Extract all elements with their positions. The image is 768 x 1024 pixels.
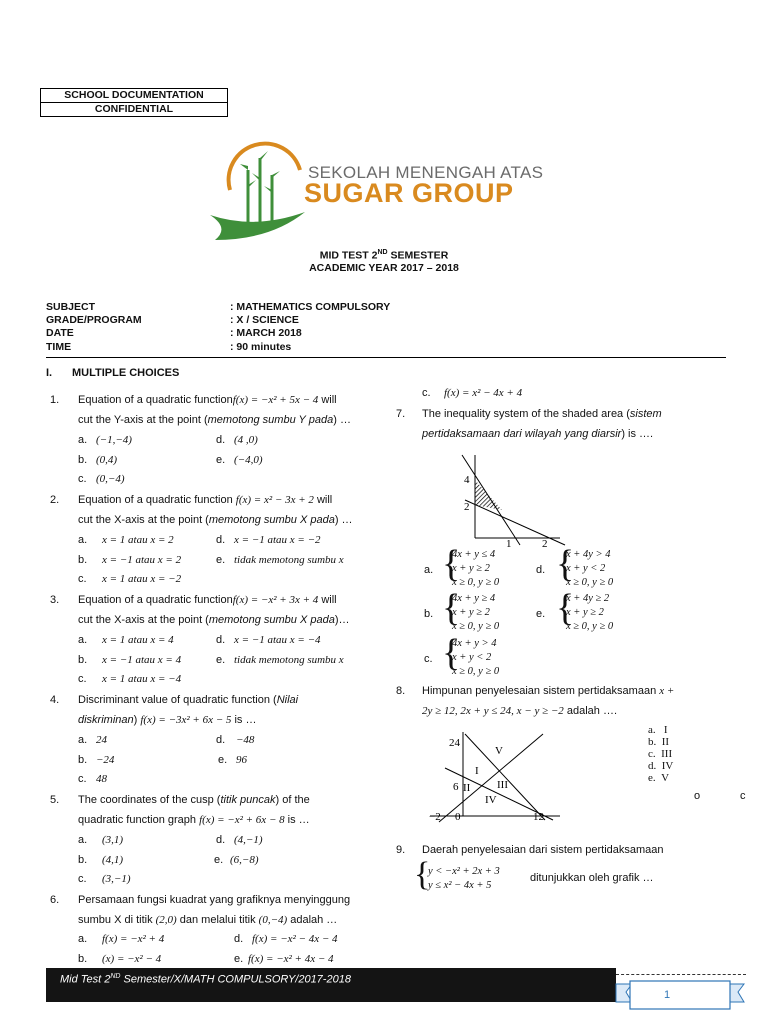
q2-option-d: x = −1 atau x = −2 (234, 534, 321, 546)
q3-option-d: x = −1 atau x = −4 (234, 634, 321, 646)
info-value-date: : MARCH 2018 (230, 327, 302, 339)
q4-text: Discriminant value of quadratic function (Nilai diskriminan) f(x) = −3x² + 6x − 5 is … (78, 694, 299, 726)
q6-option-a: f(x) = −x² + 4 (102, 933, 165, 945)
q6-option-e-key: e. (234, 953, 244, 965)
q1-text: Equation of a quadratic functionf(x) = −x² + 5x − 4 will cut the Y-axis at the point (memotong sumbu Y pada) … (78, 394, 351, 426)
q4-option-e-key: e. (218, 754, 228, 766)
q8-option-d: d. IV (648, 760, 674, 772)
q4-option-d: −48 (236, 734, 255, 746)
school-logo (210, 130, 310, 242)
info-label-grade: GRADE/PROGRAM (46, 314, 142, 326)
q7-option-a-key: a. (424, 564, 434, 576)
q2-option-a: x = 1 atau x = 2 (102, 534, 174, 546)
q8-tick-y6: 6 (453, 781, 459, 793)
q8-stray-o: o (694, 790, 701, 802)
q1-option-a-key: a. (78, 434, 88, 446)
footer-dash (616, 974, 746, 975)
info-label-time: TIME (46, 341, 72, 353)
q3-option-d-key: d. (216, 634, 226, 646)
q2-option-c-key: c. (78, 573, 87, 585)
q7-option-c: 4x + y > 4 x + y < 2 x ≥ 0, y ≥ 0 (452, 638, 500, 677)
q8-text: Himpunan penyelesaian sistem pertidaksamaan x + 2y ≥ 12, 2x + y ≤ 24, x − y ≥ −2 adalah …. (422, 685, 675, 717)
q1-option-b: (0,4) (96, 454, 118, 466)
q8-region-ii: II (463, 782, 471, 794)
q2-option-d-key: d. (216, 534, 226, 546)
footer-text: Mid Test 2ND Semester/X/MATH COMPULSORY/2017-2018 (60, 973, 351, 986)
q5-option-b-key: b. (78, 854, 88, 866)
q5-text: The coordinates of the cusp (titik puncak) of the quadratic function graph f(x) = −x² + 6x − 8 is … (78, 794, 310, 826)
q2-option-a-key: a. (78, 534, 88, 546)
q8-stray-c: c (740, 790, 746, 802)
q7-text: The inequality system of the shaded area (sistem pertidaksamaan dari wilayah yang diarsir) is …. (422, 408, 662, 440)
page-number: 1 (664, 989, 671, 1001)
q3-option-a-key: a. (78, 634, 88, 646)
q2-option-b-key: b. (78, 554, 88, 566)
q7-option-e: x + 4y ≥ 2 x + y ≥ 2 x ≥ 0, y ≥ 0 (566, 593, 614, 632)
q6-option-b: (x) = −x² − 4 (102, 953, 162, 965)
q7-tick-y2: 2 (464, 501, 470, 513)
q8-graph (425, 728, 565, 824)
q1-option-e: (−4,0) (234, 454, 263, 466)
confidential-line1: SCHOOL DOCUMENTATION (64, 89, 204, 101)
q8-region-i: I (475, 765, 479, 777)
q5-option-d-key: d. (216, 834, 226, 846)
q1-option-c-key: c. (78, 473, 87, 485)
q9-brace: { (414, 856, 431, 893)
q3-option-c-key: c. (78, 673, 87, 685)
q4-option-b-key: b. (78, 754, 88, 766)
logo-line2: SUGAR GROUP (304, 178, 514, 208)
q3-option-e-key: e. (216, 654, 226, 666)
info-value-time: : 90 minutes (230, 341, 292, 353)
q4-option-d-key: d. (216, 734, 226, 746)
divider (46, 357, 726, 358)
q7-option-a-brace: { (442, 543, 461, 585)
q8-option-b: b. II (648, 736, 670, 748)
q7-option-b-brace: { (442, 587, 461, 629)
q8-tick-x12: 12 (533, 811, 544, 823)
q7-tick-y4: 4 (464, 474, 470, 486)
q7-option-e-brace: { (556, 587, 575, 629)
q6-option-e: f(x) = −x² + 4x − 4 (248, 953, 334, 965)
q1-option-d: (4 ,0) (234, 434, 258, 446)
q5-number: 5. (50, 794, 60, 806)
q1-option-c: (0,−4) (96, 473, 125, 485)
q6-option-c-key: c. (422, 387, 431, 399)
section-title: MULTIPLE CHOICES (72, 367, 180, 379)
q7-option-d-key: d. (536, 564, 546, 576)
q8-number: 8. (396, 685, 406, 697)
q6-option-c: f(x) = x² − 4x + 4 (444, 387, 523, 399)
info-label-subject: SUBJECT (46, 301, 96, 313)
q4-number: 4. (50, 694, 60, 706)
q7-option-b-key: b. (424, 608, 434, 620)
q1-option-b-key: b. (78, 454, 88, 466)
q2-option-c: x = 1 atau x = −2 (102, 573, 182, 585)
q4-option-b: −24 (96, 754, 115, 766)
q7-graph (450, 450, 570, 550)
academic-year: ACADEMIC YEAR 2017 – 2018 (309, 262, 459, 274)
q4-option-e: 96 (236, 754, 247, 766)
q5-option-c-key: c. (78, 873, 87, 885)
q8-options (648, 724, 673, 784)
q5-option-d: (4,−1) (234, 834, 263, 846)
q6-text: Persamaan fungsi kuadrat yang grafiknya menyinggung sumbu X di titik (2,0) dan melalui titik (0,−4) adalah … (78, 894, 351, 926)
q8-region-iv: IV (485, 794, 497, 806)
q5-option-b: (4,1) (102, 854, 124, 866)
q7-option-d-brace: { (556, 543, 575, 585)
q3-option-c: x = 1 atau x = −4 (102, 673, 182, 685)
q3-number: 3. (50, 594, 60, 606)
q9-text-end: ditunjukkan oleh grafik … (530, 872, 654, 884)
q1-option-d-key: d. (216, 434, 226, 446)
section-number: I. (46, 367, 53, 379)
q5-option-e: (6,−8) (230, 854, 259, 866)
q2-option-b: x = −1 atau x = 2 (102, 554, 182, 566)
q9-text: Daerah penyelesaian dari sistem pertidaksamaan (422, 844, 664, 856)
q7-option-a: 4x + y ≤ 4 x + y ≥ 2 x ≥ 0, y ≥ 0 (452, 549, 500, 588)
q8-tick-xm2: −2 (429, 811, 441, 823)
q8-region-iii: III (497, 779, 508, 791)
q7-number: 7. (396, 408, 406, 420)
q8-region-v: V (495, 745, 503, 757)
q8-tick-y24: 24 (449, 737, 460, 749)
q6-option-d: f(x) = −x² − 4x − 4 (252, 933, 338, 945)
q5-option-a: (3,1) (102, 834, 124, 846)
q7-option-d: x + 4y > 4 x + y < 2 x ≥ 0, y ≥ 0 (566, 549, 614, 588)
q6-option-b-key: b. (78, 953, 88, 965)
q6-option-d-key: d. (234, 933, 244, 945)
info-value-grade: : X / SCIENCE (230, 314, 299, 326)
q6-option-a-key: a. (78, 933, 88, 945)
q7-option-e-key: e. (536, 608, 546, 620)
q7-tick-x1: 1 (506, 538, 512, 550)
q1-number: 1. (50, 394, 60, 406)
q2-option-e: tidak memotong sumbu x (234, 554, 344, 566)
page-number-ribbon (612, 978, 748, 1014)
q6-number: 6. (50, 894, 60, 906)
q3-option-a: x = 1 atau x = 4 (102, 634, 174, 646)
q2-number: 2. (50, 494, 60, 506)
info-value-subject: : MATHEMATICS COMPULSORY (230, 301, 391, 313)
q7-tick-x2: 2 (542, 538, 548, 550)
q3-text: Equation of a quadratic functionf(x) = −x² + 3x + 4 will cut the X-axis at the point (memotong sumbu X pada)… (78, 594, 350, 626)
q5-option-e-key: e. (214, 854, 224, 866)
q8-option-c: c. III (648, 748, 673, 760)
info-label-date: DATE (46, 327, 74, 339)
test-title: MID TEST 2ND SEMESTER (319, 249, 449, 262)
q9-number: 9. (396, 844, 406, 856)
q1-option-a: (−1,−4) (96, 434, 132, 446)
q4-option-c: 48 (96, 773, 107, 785)
q4-option-a: 24 (96, 734, 107, 746)
q2-option-e-key: e. (216, 554, 226, 566)
q7-option-b: 4x + y ≥ 4 x + y ≥ 2 x ≥ 0, y ≥ 0 (452, 593, 500, 632)
logo-line1: SEKOLAH MENENGAH ATAS (308, 163, 544, 182)
q5-option-a-key: a. (78, 834, 88, 846)
q8-option-a: a. I (648, 724, 668, 736)
q7-option-c-brace: { (442, 632, 461, 674)
q4-option-c-key: c. (78, 773, 87, 785)
confidential-box (40, 88, 228, 117)
q2-text: Equation of a quadratic function f(x) = x² − 3x + 2 will cut the X-axis at the point (memotong sumbu X pada) … (78, 494, 353, 526)
q3-option-b-key: b. (78, 654, 88, 666)
q8-option-e: e. V (648, 772, 670, 784)
q7-option-c-key: c. (424, 653, 433, 665)
q8-tick-x0: 0 (455, 811, 461, 823)
q3-option-b: x = −1 atau x = 4 (102, 654, 182, 666)
q4-option-a-key: a. (78, 734, 88, 746)
q5-option-c: (3,−1) (102, 873, 131, 885)
q3-option-e: tidak memotong sumbu x (234, 654, 344, 666)
q1-option-e-key: e. (216, 454, 226, 466)
confidential-line2: CONFIDENTIAL (41, 102, 227, 116)
q9-system: y < −x² + 2x + 3 y ≤ x² − 4x + 5 (428, 866, 500, 891)
